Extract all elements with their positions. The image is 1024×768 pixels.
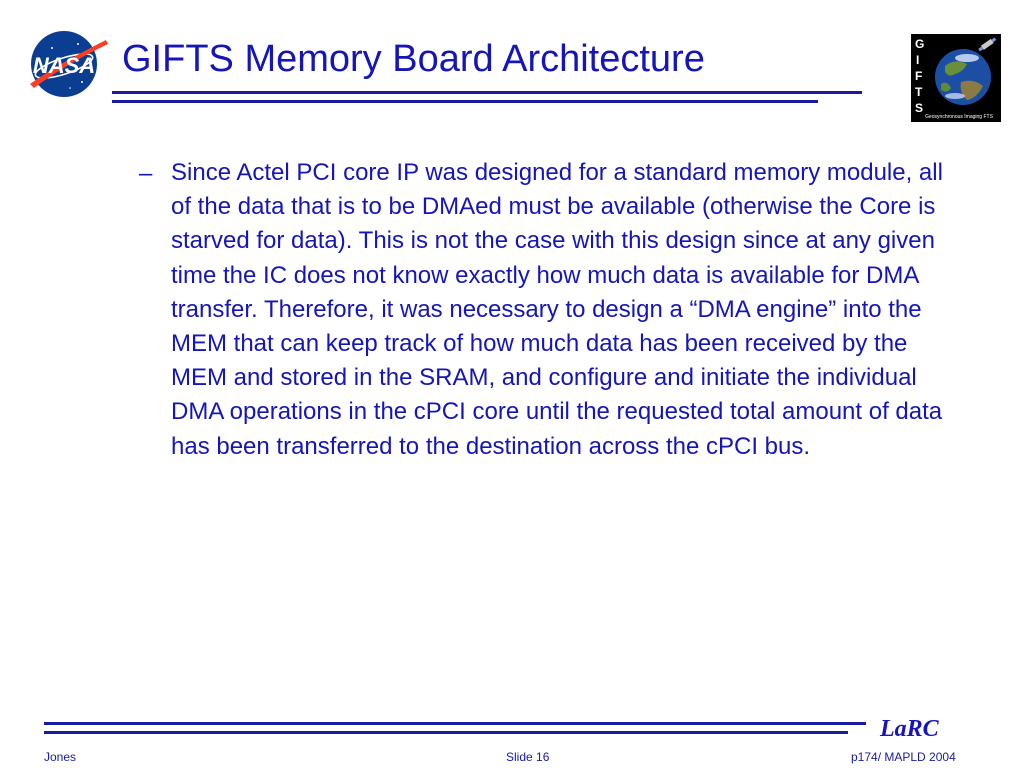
bullet-marker: – xyxy=(139,160,153,187)
footer-reference: p174/ MAPLD 2004 xyxy=(851,750,956,764)
gifts-letter-f: F xyxy=(915,69,923,83)
footer-author: Jones xyxy=(44,750,77,764)
header-rule-top xyxy=(112,91,862,94)
header-rule-bottom xyxy=(112,100,818,103)
gifts-logo xyxy=(911,34,1001,122)
footer-rule-bottom xyxy=(44,731,848,734)
footer-rule-top xyxy=(44,722,866,725)
footer-slide-number: Slide 16 xyxy=(506,750,550,764)
slide-title: GIFTS Memory Board Architecture xyxy=(122,38,705,80)
gifts-letter-t: T xyxy=(915,85,923,99)
bullet-text: Since Actel PCI core IP was designed for a standard memory module, all of the data that is to be DMAed must be available (otherwise the Core is starved for data). This is not the case with this design since at any given time the IC does not know exactly how much data is available for DMA transfer. Therefore, it was necessary to design a “DMA engine” into the MEM that can keep track of how much data has been received by the MEM and stored in the SRAM, and configure and initiate the individual DMA operations in the cPCI core until the requested total amount of data has been transferred to the destination across the cPCI bus. xyxy=(171,159,943,460)
gifts-letter-g: G xyxy=(915,37,925,51)
gifts-letter-s: S xyxy=(915,101,924,115)
gifts-letter-i: I xyxy=(916,53,920,67)
gifts-logo-caption: Geosynchronous Imaging FTS xyxy=(925,114,993,120)
nasa-logo xyxy=(22,28,110,100)
larc-label: LaRC xyxy=(880,716,939,742)
nasa-logo-text: NASA xyxy=(32,53,96,78)
